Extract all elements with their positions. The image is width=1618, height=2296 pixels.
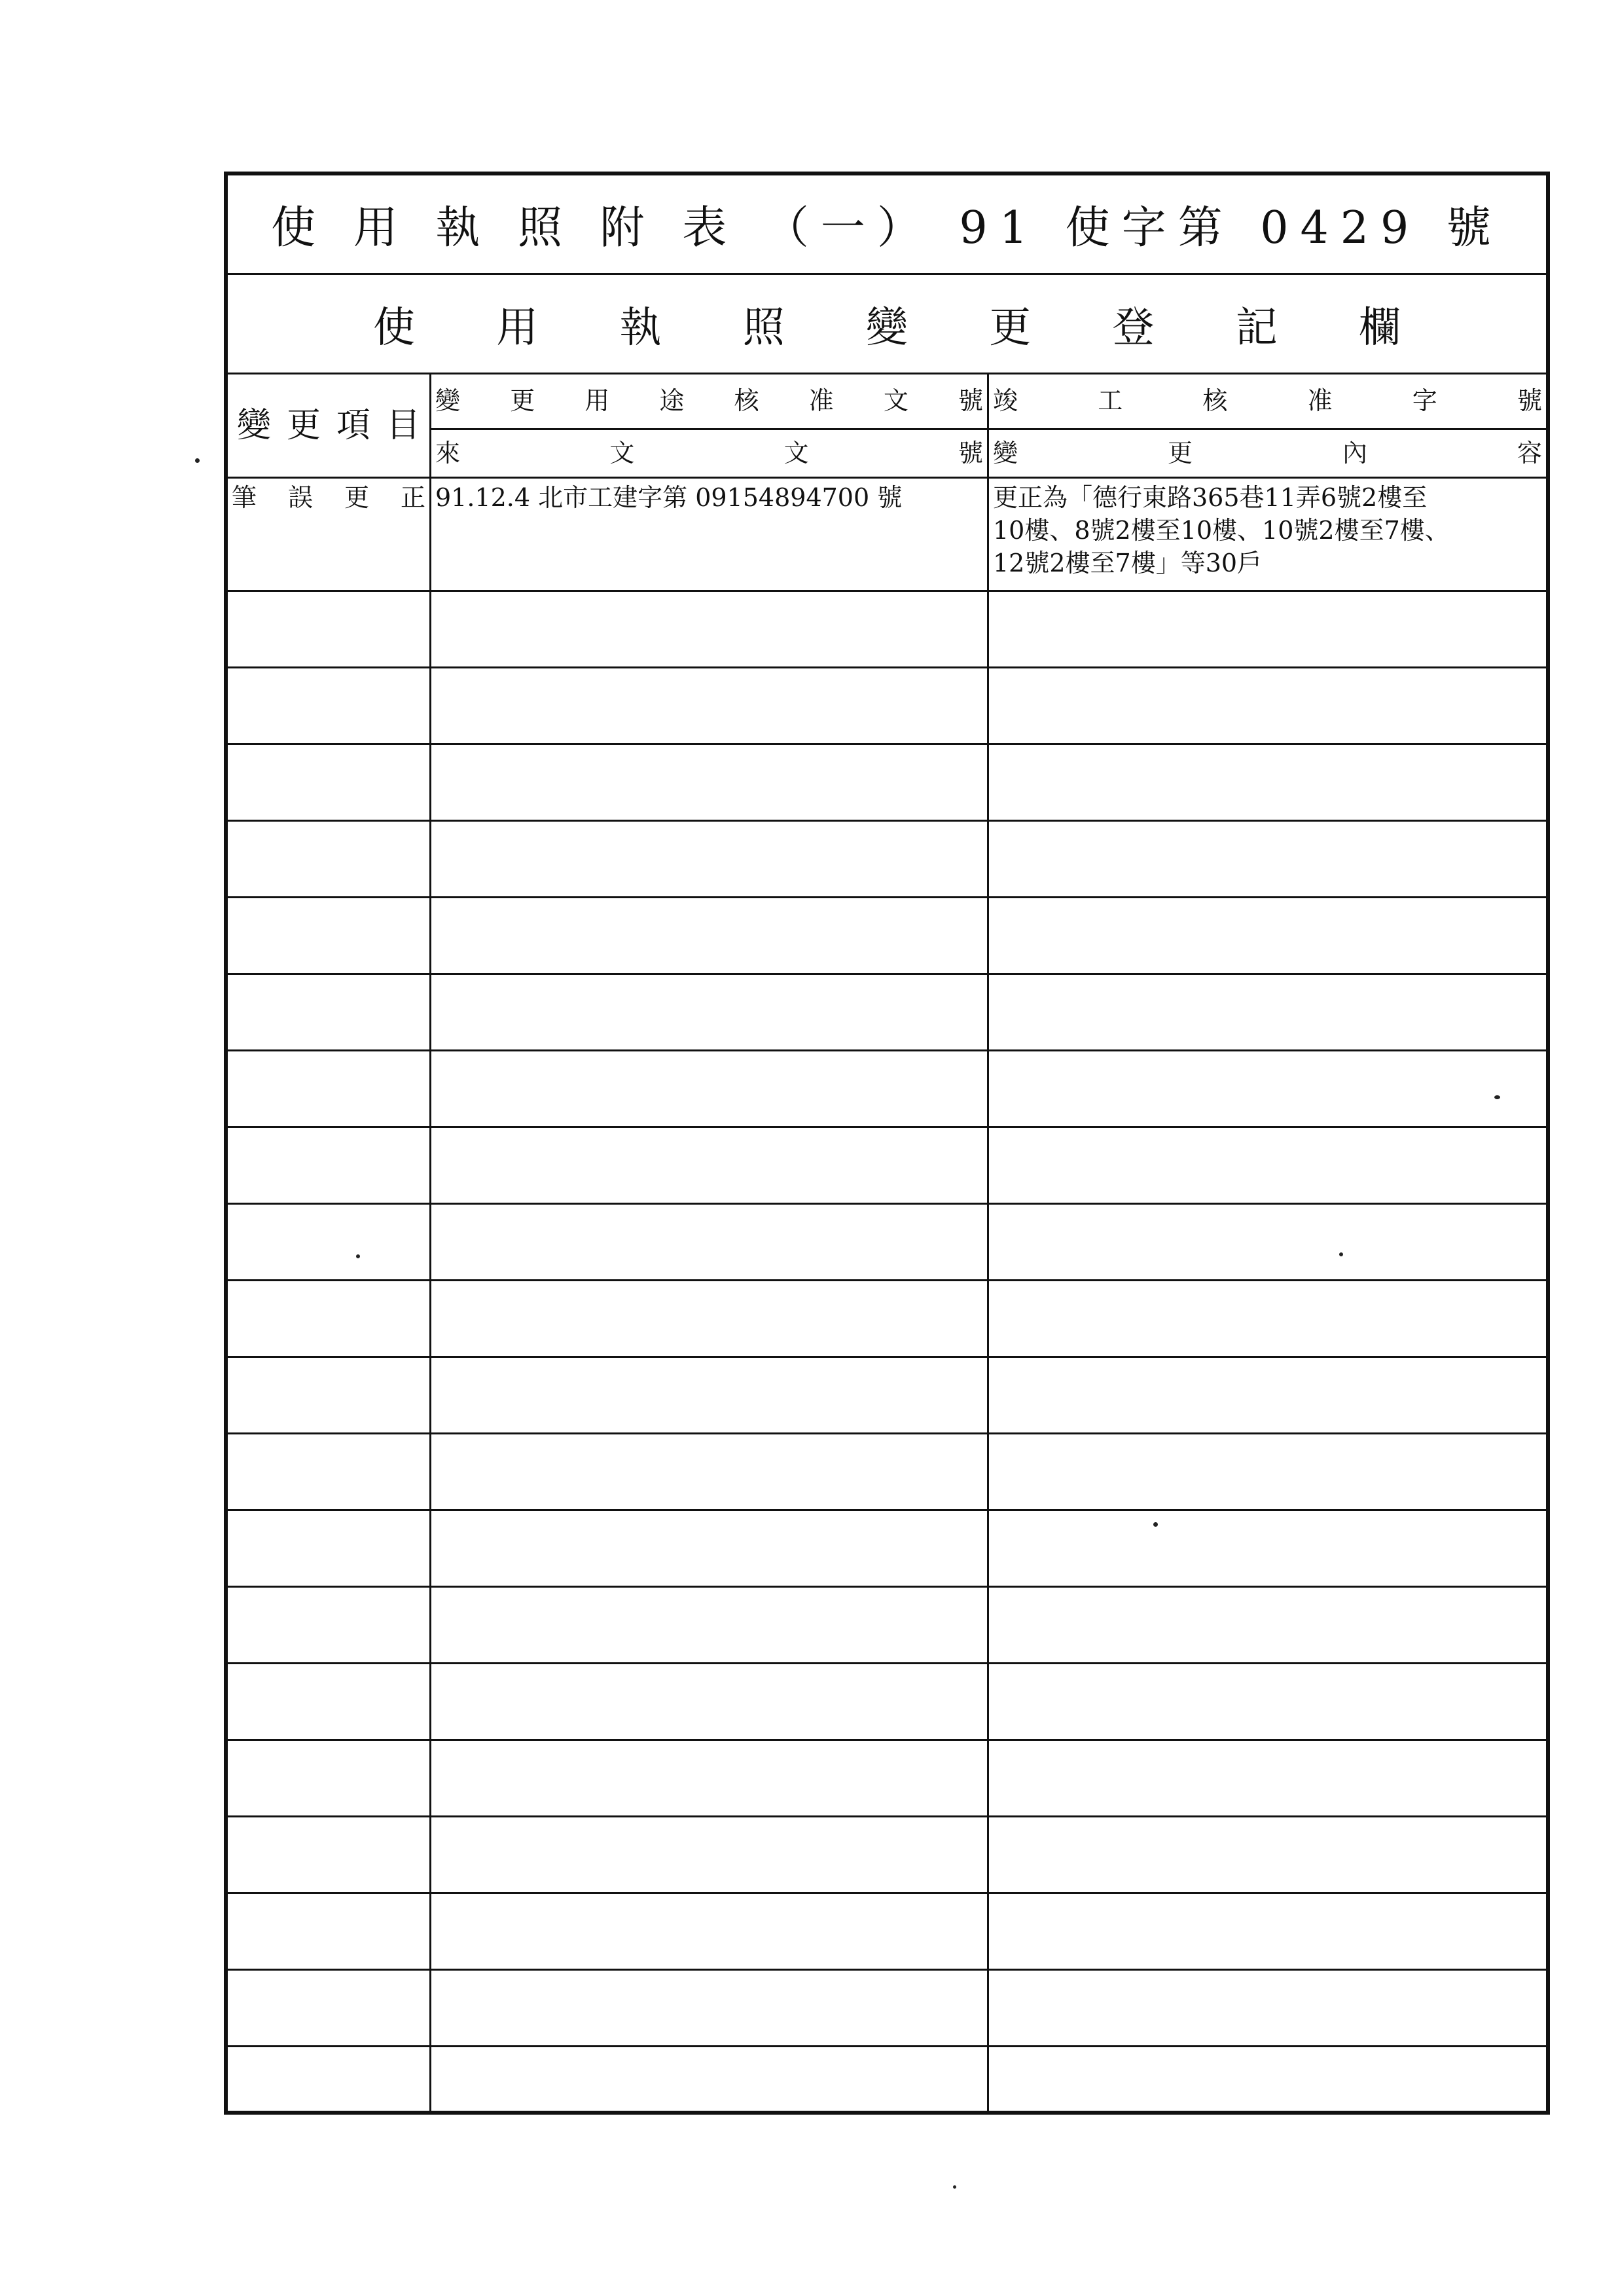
scan-speck <box>1153 1522 1158 1527</box>
header-char: 工 <box>1098 386 1123 416</box>
table-row <box>228 1279 1546 1281</box>
header-char: 變 <box>993 438 1018 467</box>
header-char: 文 <box>783 438 809 467</box>
row-1-doc-no-text: 91.12.4 北市工建字第 09154894700 號 <box>435 483 903 512</box>
table-row <box>228 590 1546 592</box>
table-row <box>228 2045 1546 2047</box>
header-char: 竣 <box>993 386 1018 416</box>
row-item-char: 更 <box>344 483 369 513</box>
section-title-char: 更 <box>989 303 1032 352</box>
section-title <box>228 275 1546 374</box>
row-1-change-content-text: 更正為「德行東路365巷11弄6號2樓至 10樓、8號2樓至10樓、10號2樓至7樓、 12號2樓至7樓」等30戶 <box>993 483 1450 577</box>
scan-speck <box>1494 1095 1500 1099</box>
table-row <box>228 1356 1546 1358</box>
table-row <box>228 1432 1546 1434</box>
section-title-char: 用 <box>496 303 539 352</box>
header-char: 號 <box>1517 386 1542 416</box>
table-row <box>228 1049 1546 1051</box>
header-char: 變 <box>237 405 272 445</box>
table-row <box>228 1892 1546 1894</box>
table-row <box>228 1662 1546 1664</box>
row-1-change-content <box>989 479 1546 590</box>
row-item-char: 筆 <box>232 483 257 513</box>
table-row <box>228 1203 1546 1205</box>
column-divider <box>987 374 989 2111</box>
table-row <box>228 1126 1546 1128</box>
table-row <box>228 666 1546 668</box>
header-char: 來 <box>435 438 461 467</box>
section-title-char: 記 <box>1235 303 1278 352</box>
header-char: 文 <box>609 438 635 467</box>
header-char: 變 <box>435 386 461 416</box>
header-char: 文 <box>883 386 908 416</box>
table-row <box>228 743 1546 745</box>
table-row <box>228 1509 1546 1511</box>
header-char: 更 <box>286 405 321 445</box>
table-row <box>228 1815 1546 1817</box>
change-record-sheet <box>224 172 1550 2115</box>
header-char: 項 <box>336 405 370 445</box>
row-1-change-item <box>228 479 429 518</box>
table-row <box>228 820 1546 822</box>
column-divider <box>429 374 431 2111</box>
scan-speck <box>356 1254 360 1258</box>
table-row <box>228 1969 1546 1971</box>
header-approval-doc-no <box>431 374 987 428</box>
section-title-char: 變 <box>866 303 908 352</box>
table-row <box>228 973 1546 975</box>
header-char: 核 <box>734 386 759 416</box>
header-char: 目 <box>386 405 420 445</box>
document-title: 使 用 執 照 附 表 （一） 91 使字第 0429 號 <box>228 175 1546 275</box>
header-char: 用 <box>584 386 610 416</box>
header-char: 容 <box>1517 438 1542 467</box>
header-char: 途 <box>659 386 685 416</box>
row-item-char: 正 <box>400 483 425 513</box>
row-1-doc-no <box>431 479 987 518</box>
header-char: 核 <box>1202 386 1228 416</box>
header-char: 號 <box>958 438 983 467</box>
table-row <box>228 896 1546 898</box>
header-char: 准 <box>808 386 834 416</box>
header-char: 更 <box>510 386 535 416</box>
section-title-chars <box>373 294 1401 354</box>
section-title-char: 欄 <box>1359 303 1401 352</box>
table-row <box>228 1586 1546 1588</box>
scan-speck <box>1339 1252 1343 1256</box>
section-title-char: 使 <box>373 303 415 352</box>
table-row <box>228 1739 1546 1741</box>
header-change-content <box>989 430 1546 477</box>
header-char: 更 <box>1167 438 1193 467</box>
header-char: 字 <box>1412 386 1437 416</box>
section-title-char: 照 <box>742 303 785 352</box>
header-incoming-doc-no <box>431 430 987 477</box>
scan-speck <box>195 458 200 463</box>
header-char: 准 <box>1307 386 1333 416</box>
scan-speck <box>953 2185 956 2189</box>
section-title-char: 執 <box>619 303 662 352</box>
header-change-item <box>228 374 429 477</box>
header-char: 內 <box>1342 438 1367 467</box>
section-title-char: 登 <box>1112 303 1155 352</box>
header-char: 號 <box>958 386 983 416</box>
row-item-char: 誤 <box>287 483 313 513</box>
header-completion-no <box>989 374 1546 428</box>
